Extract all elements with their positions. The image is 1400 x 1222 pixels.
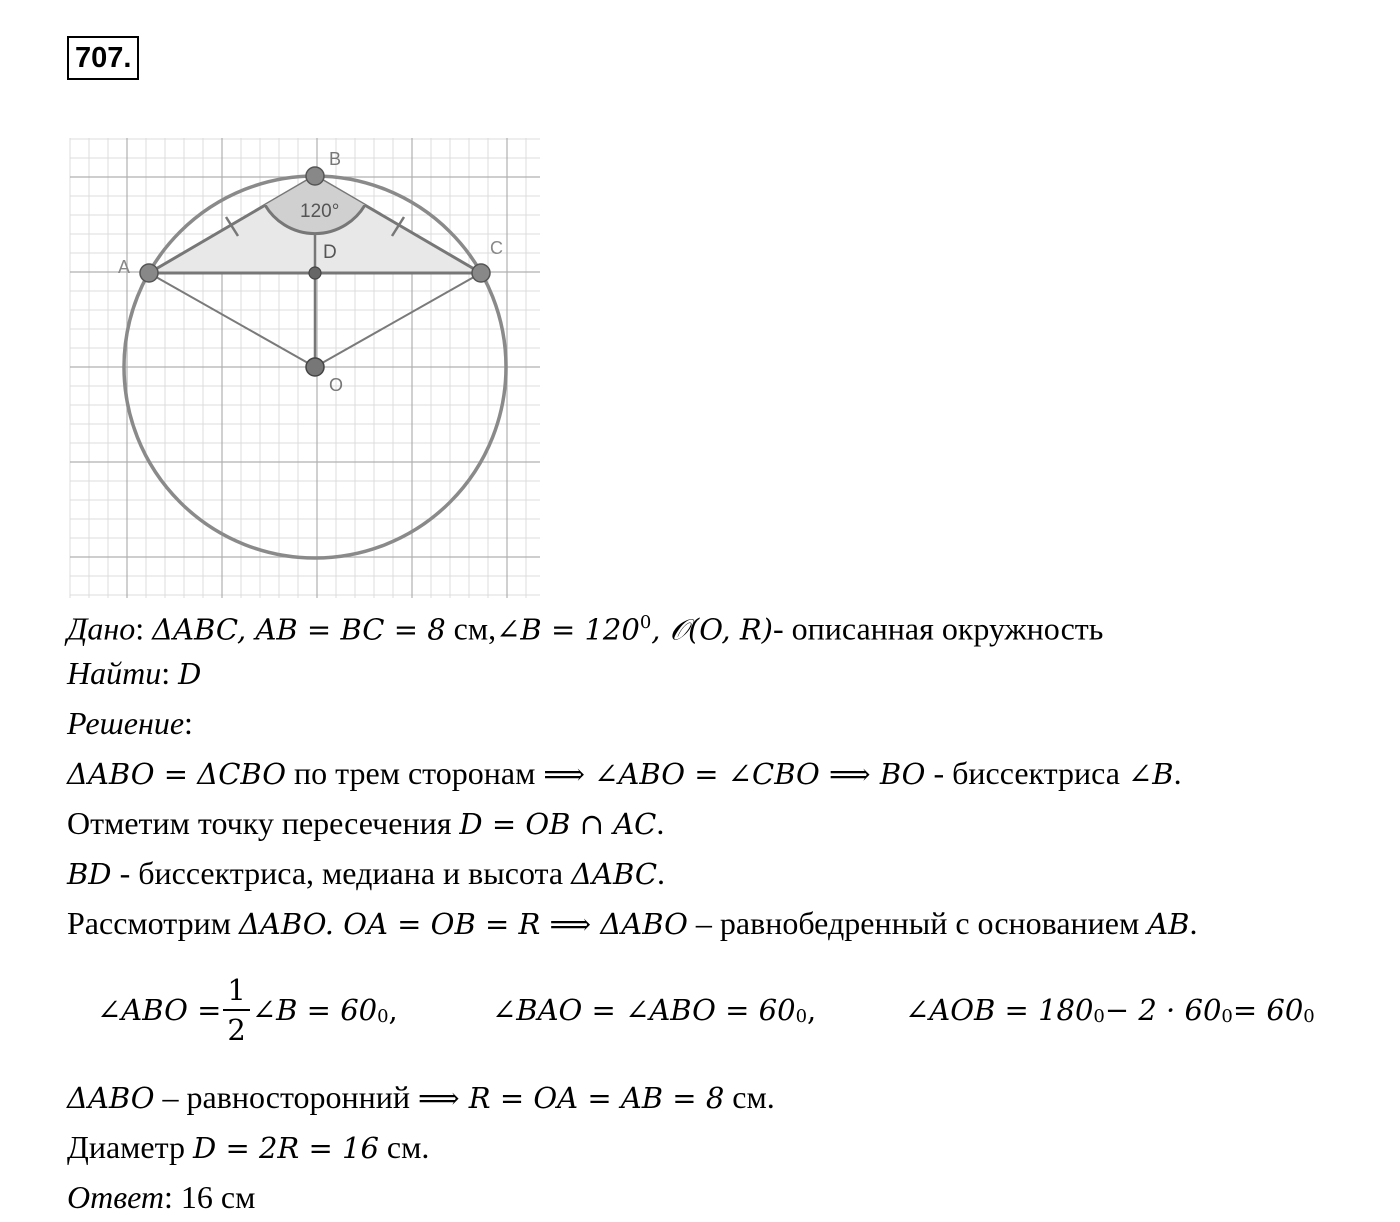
l3-text: - биссектриса, медиана и высота xyxy=(111,855,572,891)
l1-text-2: - биссектриса xyxy=(925,755,1128,791)
f3-sup2: 0 xyxy=(1221,1006,1233,1027)
l2-text: Отметим точку пересечения xyxy=(67,805,460,841)
answer-line xyxy=(67,1172,1387,1222)
f1-num: 1 xyxy=(223,971,249,1011)
given-circle: , 𝒪(O, R) xyxy=(651,612,773,647)
solution-label-line: Решение: xyxy=(67,705,193,741)
solution-text xyxy=(67,598,1387,1222)
formula-line xyxy=(67,948,1387,1072)
solution-line-2 xyxy=(67,798,1387,848)
f1-den: 2 xyxy=(227,1013,246,1047)
find-math: D xyxy=(178,657,202,691)
point-d xyxy=(309,267,321,279)
l3-math-2: ΔABC xyxy=(571,857,658,891)
problem-number: 707. xyxy=(67,36,139,80)
point-b xyxy=(306,167,324,185)
segment-ao xyxy=(149,273,315,367)
formula-3 xyxy=(905,948,1315,1072)
l1-math-1: ΔABO = ΔCBO xyxy=(67,757,287,791)
angle-label: 120° xyxy=(300,201,340,222)
fraction-half xyxy=(223,971,249,1049)
answer-value: : 16 см xyxy=(164,1179,256,1215)
f1-b: ∠B = 60 xyxy=(251,993,378,1027)
l5-math-2: ⟹ R = OA = AB = 8 xyxy=(418,1081,725,1115)
l1-math-2: ⟹ ∠ABO = ∠CBO ⟹ BO xyxy=(543,757,926,791)
l4-math-1: ΔABO. OA = OB = R ⟹ ΔABO xyxy=(238,907,688,941)
given-angle: ∠B = 120 xyxy=(496,612,640,647)
solution-line-3 xyxy=(67,848,1387,898)
f3-sup1: 0 xyxy=(1093,1006,1105,1027)
label-a: A xyxy=(118,257,131,277)
f2-c: , xyxy=(807,993,817,1027)
f1-c: , xyxy=(388,993,398,1027)
l2-end: . xyxy=(656,805,665,841)
f2-sup: 0 xyxy=(795,1006,808,1027)
solution-line-5 xyxy=(67,1072,1387,1122)
l5-math-1: ΔABO xyxy=(67,1081,155,1115)
given-math: ΔABC, AB = BC = 8 xyxy=(152,612,446,647)
l1-math-3: ∠B xyxy=(1127,757,1174,791)
f3-sup3: 0 xyxy=(1303,1006,1315,1027)
l3-math-1: BD xyxy=(67,857,112,891)
f1-a: ∠ABO = xyxy=(97,993,222,1027)
f3-b: − 2 · 60 xyxy=(1104,993,1222,1027)
formula-1 xyxy=(97,948,398,1072)
solution-label: Решение xyxy=(67,705,185,741)
solution-line-6 xyxy=(67,1122,1387,1172)
label-o: O xyxy=(329,375,344,395)
segment-co xyxy=(315,273,481,367)
label-b: B xyxy=(329,149,342,169)
l5-text: – равносторонний xyxy=(154,1079,419,1115)
solution-line-4 xyxy=(67,898,1387,948)
l4-end: . xyxy=(1189,905,1198,941)
f3-c: = 60 xyxy=(1232,993,1304,1027)
l6-unit: см. xyxy=(378,1129,430,1165)
geometry-figure xyxy=(60,128,550,598)
l1-text-1: по трем сторонам xyxy=(286,755,544,791)
solution-line-1 xyxy=(67,748,1387,798)
given-label: Дано xyxy=(67,610,136,647)
given-text: - описанная окружность xyxy=(772,610,1104,647)
label-c: C xyxy=(490,238,503,258)
l4-math-2: AB xyxy=(1147,907,1190,941)
l4-text-1: Рассмотрим xyxy=(67,905,239,941)
l5-unit: см. xyxy=(724,1079,775,1115)
find-line: Найти: D xyxy=(67,655,202,691)
l1-text-3: . xyxy=(1173,755,1182,791)
given-line: Дано: ΔABC, AB = BC = 8 см,∠B = $120^0$, 𝒪(O, R)- описанная окружность xyxy=(67,610,1104,647)
point-a xyxy=(140,264,158,282)
l2-math: D = OB ∩ AC xyxy=(459,807,657,841)
formula-2 xyxy=(492,948,816,1072)
point-c xyxy=(472,264,490,282)
l6-text: Диаметр xyxy=(67,1129,193,1165)
l3-end: . xyxy=(657,855,666,891)
f3-a: ∠AOB = 180 xyxy=(905,993,1094,1027)
answer-label: Ответ xyxy=(67,1179,164,1215)
find-label: Найти xyxy=(67,655,162,691)
l6-math: D = 2R = 16 xyxy=(192,1131,379,1165)
f2-a: ∠BAO = ∠ABO = 60 xyxy=(492,993,796,1027)
given-unit: см, xyxy=(445,610,497,647)
point-o xyxy=(306,358,324,376)
label-d: D xyxy=(323,242,337,263)
l4-text-2: – равнобедренный с основанием xyxy=(687,905,1148,941)
f1-sup: 0 xyxy=(377,1006,389,1027)
given-degree: 0 xyxy=(639,612,652,633)
